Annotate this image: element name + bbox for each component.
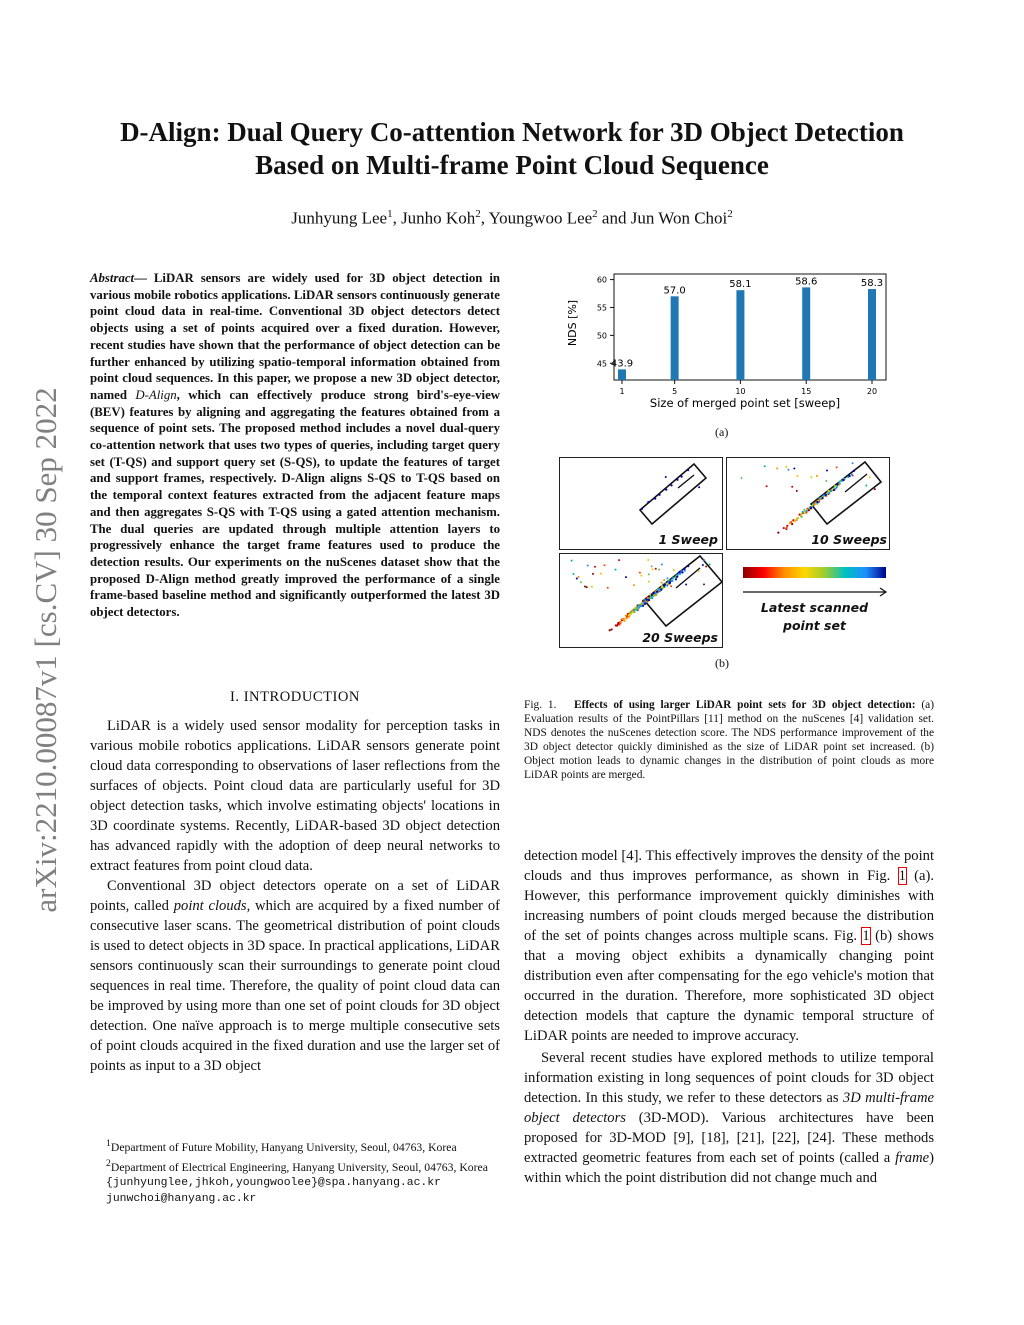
paragraph-text: (a). However, this performance improvement quickly diminishes with increasing numbers of point clouds merged because the distribution of the set of points changes across multiple scans. Fig. <box>524 868 934 944</box>
bar-value-label: 58.1 <box>729 279 752 291</box>
lidar-point <box>671 580 673 582</box>
right-column-body <box>524 846 934 1188</box>
lidar-point <box>611 628 613 630</box>
subfigure-label-a: (a) <box>715 425 729 439</box>
paragraph-text: Several recent studies have explored methods to utilize temporal information existing in long sequences of point clouds for 3D object detection. In this study, we refer to these detectors as <box>524 1050 934 1106</box>
author-affiliation: 1 <box>387 208 393 220</box>
lidar-point <box>703 583 705 585</box>
bounding-box <box>640 464 706 524</box>
lidar-point <box>828 492 830 494</box>
lidar-point <box>603 564 605 566</box>
lidar-point <box>653 592 655 594</box>
emphasis: 3D multi-frame object detectors <box>524 1090 934 1126</box>
paragraph <box>524 846 934 1046</box>
lidar-point <box>853 470 855 472</box>
lidar-point <box>571 560 573 562</box>
x-tick-label: 20 <box>866 387 878 396</box>
panel-label: 10 Sweeps <box>811 532 887 547</box>
lidar-point <box>818 497 820 499</box>
lidar-point <box>681 571 683 573</box>
bar <box>868 289 876 380</box>
email-line[interactable]: junwchoi@hanyang.ac.kr <box>106 1192 257 1205</box>
footnote-mark: 2 <box>106 1157 111 1169</box>
lidar-point <box>623 619 625 621</box>
lidar-point <box>796 518 798 520</box>
lidar-point <box>666 584 668 586</box>
lidar-point <box>648 573 650 575</box>
lidar-point <box>658 494 660 496</box>
caption-prefix: Fig. 1. <box>524 699 557 711</box>
bar <box>671 296 679 380</box>
lidar-point <box>786 527 788 529</box>
paper-title <box>80 116 944 182</box>
bar-value-label: 58.3 <box>860 278 884 290</box>
section-heading: I. INTRODUCTION <box>230 689 360 705</box>
lidar-point <box>687 565 689 567</box>
x-tick-label: 5 <box>672 387 678 396</box>
lidar-point <box>642 605 644 607</box>
figure-reference-link[interactable]: 1 <box>862 928 870 944</box>
lidar-point <box>806 508 808 510</box>
lidar-point <box>644 603 646 605</box>
paragraph-text: ) within which the point distribution did not change much and <box>524 1150 934 1186</box>
author-affiliation: 2 <box>475 208 481 220</box>
lidar-point <box>842 479 844 481</box>
lidar-point <box>826 469 828 471</box>
lidar-point <box>830 490 832 492</box>
lidar-point <box>684 568 686 570</box>
lidar-point <box>655 594 657 596</box>
lidar-point <box>592 573 594 575</box>
lidar-point <box>805 510 807 512</box>
legend-line: point set <box>783 618 846 633</box>
arxiv-identifier[interactable]: arXiv:2210.00087v1 [cs.CV] 30 Sep 2022 <box>28 387 63 913</box>
panel-10-sweeps <box>726 457 890 550</box>
paragraph-text: (b) shows that a moving object exhibits a dynamically changing point distribution even after compensating for the ego vehicle's motion that occurred in the duration. Therefore, more sophisticated 3D object detection models that capture the dynamic temporal structure of LiDAR points are needed to improve accuracy. <box>524 928 934 1044</box>
y-tick-label: 60 <box>596 275 607 285</box>
lidar-point <box>639 605 641 607</box>
lidar-point <box>591 586 593 588</box>
footnotes <box>90 1136 500 1208</box>
lidar-point <box>670 484 672 486</box>
lidar-point <box>810 476 812 478</box>
lidar-point <box>874 488 876 490</box>
lidar-point <box>802 511 804 513</box>
lidar-point <box>791 523 793 525</box>
bar-value-label: 43.9 <box>610 358 634 370</box>
author-affiliation: 2 <box>592 208 598 220</box>
lidar-point <box>821 497 823 499</box>
lidar-point <box>609 629 611 631</box>
lidar-point <box>791 486 793 488</box>
abstract-text: , which can effectively produce strong bird's-eye-view (BEV) features by aligning and aggregating the features obtained from a sequence of point sets. The proposed method includes a novel dual-query co-attention network that uses two types of queries, including target query set (T-QS) and support query set (S-QS), to update the features of target and support frames, respectively. D-Align aligns S-QS to T-QS based on the temporal context features extracted from the adjacent feature maps and then aggregates S-QS with T-QS using a gated attention mechanism. The dual queries are updated through multiple attention layers to progressively enhance the target frame features used to produce the detection results. Our experiments on the nuScenes dataset show that the proposed D-Align method greatly improved the performance of a single frame-based baseline method and significantly outperformed the latest 3D object detectors. <box>90 387 501 620</box>
y-tick-label: 45 <box>596 359 607 369</box>
lidar-point <box>587 565 589 567</box>
lidar-point <box>741 477 743 479</box>
lidar-point <box>584 585 586 587</box>
lidar-point <box>789 522 791 524</box>
lidar-point <box>656 590 658 592</box>
lidar-point <box>833 489 835 491</box>
bar-value-label: 58.6 <box>795 276 818 288</box>
lidar-point <box>793 468 795 470</box>
lidar-point <box>641 508 643 510</box>
lidar-point <box>663 579 665 581</box>
caption-text: (a) Evaluation results of the PointPillars [11] method on the nuScenes [4] validation set. NDS denotes the nuScenes detection score. The NDS performance improvement of the 3D object detector quickly diminished as the size of LiDAR point set increased. (b) Object motion leads to dynamic changes in the distribution of point clouds as more LiDAR points are merged. <box>524 699 934 781</box>
lidar-point <box>810 507 812 509</box>
lidar-point <box>652 568 654 570</box>
paragraph-text: (3D-MOD). Various architectures have been proposed for 3D-MOD [9], [18], [21], [22], [24]. These methods extracted geometric features from each set of points (called a <box>524 1110 934 1166</box>
lidar-point <box>664 583 666 585</box>
lidar-point <box>764 465 766 467</box>
lidar-point <box>626 617 628 619</box>
lidar-point <box>655 568 657 570</box>
lidar-point <box>620 621 622 623</box>
lidar-point <box>823 494 825 496</box>
panel-20-sweeps <box>559 553 723 648</box>
lidar-point <box>675 578 677 580</box>
lidar-point <box>648 599 650 601</box>
lidar-point <box>633 584 635 586</box>
lidar-point <box>794 520 796 522</box>
lidar-point <box>578 576 580 578</box>
lidar-point <box>681 476 683 478</box>
paragraph <box>90 876 500 1076</box>
lidar-point <box>786 525 788 527</box>
lidar-point <box>776 468 778 470</box>
email-line[interactable]: {junhyunglee,jhkoh,youngwoolee}@spa.hanyang.ac.kr <box>106 1176 441 1189</box>
lidar-point <box>676 576 678 578</box>
lidar-point <box>783 527 785 529</box>
bar <box>618 369 626 380</box>
lidar-point <box>658 588 660 590</box>
author-name: Jun Won Choi <box>630 208 728 228</box>
caption-title: Effects of using larger LiDAR point sets for 3D object detection: <box>573 699 916 711</box>
lidar-point <box>796 490 798 492</box>
lidar-point <box>709 563 711 565</box>
lidar-point <box>703 559 705 561</box>
lidar-point <box>576 577 578 579</box>
bar-value-label: 57.0 <box>663 285 686 297</box>
lidar-point <box>648 581 650 583</box>
author-name: Junhyung Lee <box>291 208 388 228</box>
author-separator: and <box>597 208 631 228</box>
lidar-point <box>629 611 631 613</box>
lidar-point <box>580 581 582 583</box>
footnote <box>90 1136 500 1155</box>
legend-text <box>743 599 886 635</box>
heading-line <box>678 475 694 488</box>
lidar-point <box>800 513 802 515</box>
lidar-point <box>803 509 805 511</box>
lidar-point <box>698 570 700 572</box>
method-name: D-Align <box>135 387 177 402</box>
lidar-point <box>661 564 663 566</box>
lidar-point <box>865 484 867 486</box>
x-axis-label: Size of merged point set [sweep] <box>649 396 841 410</box>
lidar-point <box>702 564 704 566</box>
x-tick-label: 1 <box>619 387 625 396</box>
lidar-point <box>625 615 627 617</box>
lidar-point <box>615 569 617 571</box>
lidar-point <box>665 476 667 478</box>
lidar-point <box>834 485 836 487</box>
lidar-point <box>676 479 678 481</box>
lidar-point <box>672 578 674 580</box>
y-tick-label: 50 <box>596 331 607 341</box>
lidar-point <box>594 566 596 568</box>
lidar-point <box>638 607 640 609</box>
paragraph-text: , which are acquired by a fixed number of consecutive laser scans. The geometrical distribution of point clouds is used to detect objects in 3D space. In practical applications, LiDAR sensors continuously scan their surroundings to generate point cloud sequences in real time. Therefore, the quality of point cloud data can be improved by using more than one set of point clouds for 3D object detection. One naïve approach is to merge multiple consecutive sets of point clouds acquired in the fixed duration and use the larger set of points as input to a 3D object <box>90 898 500 1074</box>
lidar-point <box>673 569 675 571</box>
lidar-point <box>647 501 649 503</box>
lidar-point <box>785 466 787 468</box>
panel-label: 1 Sweep <box>658 532 718 547</box>
author-name: Youngwoo Lee <box>488 208 593 228</box>
lidar-point <box>816 501 818 503</box>
emphasis: frame <box>895 1150 930 1166</box>
lidar-point <box>825 480 827 482</box>
lidar-point <box>678 573 680 575</box>
author-name: Junho Koh <box>401 208 476 228</box>
author-separator: , <box>392 208 402 228</box>
lidar-point <box>687 469 689 471</box>
lidar-point <box>618 559 620 561</box>
lidar-point <box>851 474 853 476</box>
lidar-point <box>685 584 687 586</box>
emphasis: point clouds <box>173 898 247 914</box>
bounding-box <box>811 462 881 524</box>
lidar-point <box>572 573 574 575</box>
paragraph-text: Conventional 3D object detectors operate on a set of LiDAR points, called <box>90 878 500 914</box>
lidar-point <box>635 606 637 608</box>
footnote-text: Department of Future Mobility, Hanyang University, Seoul, 04763, Korea <box>110 1140 457 1154</box>
bar <box>802 287 810 380</box>
author-separator: , <box>480 208 489 228</box>
legend-line: Latest scanned <box>760 600 869 615</box>
lidar-point <box>661 582 663 584</box>
lidar-point <box>798 514 800 516</box>
lidar-point <box>647 559 649 561</box>
lidar-point <box>633 609 635 611</box>
lidar-point <box>827 490 829 492</box>
lidar-point <box>666 577 668 579</box>
footnote-mark: 1 <box>106 1138 111 1149</box>
lidar-point <box>669 581 671 583</box>
x-tick-label: 15 <box>801 387 812 396</box>
lidar-point <box>636 609 638 611</box>
lidar-point <box>639 572 641 574</box>
lidar-point <box>665 489 667 491</box>
abstract-label: Abstract <box>90 271 135 285</box>
author-affiliation: 2 <box>727 208 733 220</box>
footnote <box>90 1156 500 1175</box>
intro-body <box>90 716 500 1076</box>
arrow-icon <box>743 585 893 599</box>
footnote-text: Department of Electrical Engineering, Hanyang University, Seoul, 04763, Korea <box>110 1160 488 1174</box>
lidar-point <box>670 585 672 587</box>
abstract-text: LiDAR sensors are widely used for 3D object detection in various mobile robotics applications. LiDAR sensors continuously generate point cloud data in real-time. Conventional 3D object detectors detect objects using a set of points acquired over a fixed duration. However, recent studies have shown that the performance of object detection can be further enhanced by utilizing spatio-temporal information obtained from point cloud sequences. In this paper, we propose a new 3D object detector, named <box>90 271 500 402</box>
author-list <box>80 208 944 229</box>
lidar-point <box>836 484 838 486</box>
lidar-point <box>801 516 803 518</box>
title-line-1: D-Align: Dual Query Co-attention Network for 3D Object Detection <box>120 117 904 147</box>
lidar-point <box>804 512 806 514</box>
lidar-point <box>849 475 851 477</box>
lidar-point <box>852 462 854 464</box>
lidar-point <box>600 573 602 575</box>
panel-1-sweep <box>559 457 723 550</box>
y-tick-label: 55 <box>596 303 607 313</box>
lidar-point <box>838 481 840 483</box>
lidar-point <box>698 486 700 488</box>
lidar-point <box>766 485 768 487</box>
lidar-point <box>651 565 653 567</box>
lidar-point <box>816 475 818 477</box>
figure-caption <box>524 698 934 782</box>
paragraph: LiDAR is a widely used sensor modality for perception tasks in various mobile robotics applications. LiDAR sensors generate point cloud data corresponding to observations of laser reflections from the surfaces of objects. Point cloud data are particularly useful for 3D object detection tasks, which involve estimating objects' locations in 3D coordinate systems. Recently, LiDAR-based 3D object detection has advanced rapidly with the adoption of deep neural networks to extract features from point cloud data. <box>90 718 500 874</box>
lidar-point <box>825 494 827 496</box>
lidar-point <box>644 599 646 601</box>
lidar-point <box>679 571 681 573</box>
lidar-point <box>705 566 707 568</box>
bar <box>736 290 744 380</box>
panel-label: 20 Sweeps <box>642 630 718 645</box>
title-line-2: Based on Multi-frame Point Cloud Sequence <box>255 150 769 180</box>
lidar-point <box>836 466 838 468</box>
nds-bar-chart <box>556 268 896 418</box>
abstract-dash: — <box>134 271 147 285</box>
lidar-point <box>621 618 623 620</box>
lidar-point <box>651 597 653 599</box>
lidar-point <box>787 469 789 471</box>
lidar-point <box>654 497 656 499</box>
x-tick-label: 10 <box>735 387 746 396</box>
lidar-point <box>661 585 663 587</box>
figure-reference-link[interactable]: 1 <box>898 868 906 884</box>
lidar-point <box>660 588 662 590</box>
subfigure-label-b: (b) <box>715 656 729 670</box>
lidar-point <box>625 576 627 578</box>
lidar-point <box>646 599 648 601</box>
lidar-point <box>777 532 779 534</box>
lidar-point <box>869 476 871 478</box>
lidar-point <box>640 575 642 577</box>
lidar-point <box>616 625 618 627</box>
time-colorbar <box>743 567 886 578</box>
lidar-point <box>607 587 609 589</box>
paragraph <box>524 1048 934 1188</box>
paragraph-text: detection model [4]. This effectively improves the density of the point clouds and thus improves performance, as shown in Fig. <box>524 848 934 884</box>
lidar-point <box>658 568 660 570</box>
y-axis-label: NDS [%] <box>566 299 579 347</box>
lidar-point <box>796 475 798 477</box>
lidar-point <box>651 594 653 596</box>
abstract <box>90 270 500 621</box>
arxiv-sidebar <box>24 360 68 940</box>
lidar-point <box>812 503 814 505</box>
